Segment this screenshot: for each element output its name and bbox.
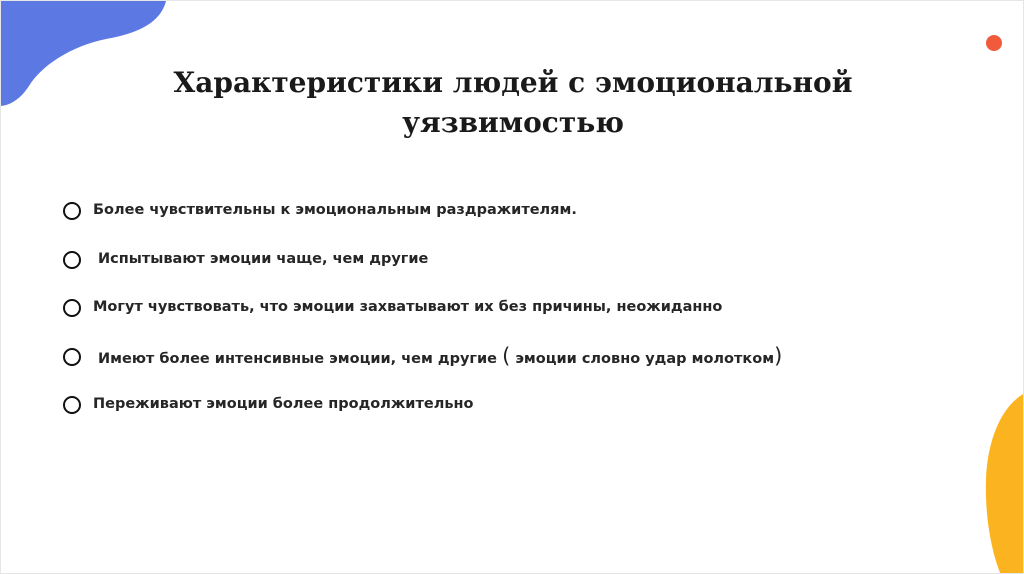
circle-bullet-icon: [63, 396, 81, 414]
orange-dot-icon: [986, 35, 1002, 51]
bullet-text-part: эмоции словно удар молотком: [510, 350, 775, 367]
bullet-text-part: Имеют более интенсивные эмоции, чем другие: [98, 350, 503, 367]
title-line-2: уязвимостью: [402, 106, 624, 139]
bullet-text: Переживают эмоции более продолжительно: [93, 396, 474, 412]
bullet-list: [63, 197, 782, 440]
list-item: [63, 391, 782, 440]
bullet-text: Испытывают эмоции чаще, чем другие: [98, 250, 429, 267]
slide-title: [113, 63, 913, 143]
title-line-1: Характеристики людей с эмоциональной: [173, 66, 853, 99]
circle-bullet-icon: [63, 299, 81, 317]
list-item: [63, 197, 782, 246]
bullet-text: Более чувствительны к эмоциональным раздражителям.: [93, 202, 577, 218]
list-item: [63, 343, 782, 392]
list-item: [63, 294, 782, 343]
close-paren: ): [774, 343, 783, 368]
list-item: [63, 246, 782, 295]
circle-bullet-icon: [63, 251, 81, 269]
bullet-text: [98, 343, 782, 372]
circle-bullet-icon: [63, 348, 81, 366]
yellow-corner-shape: [986, 393, 1024, 574]
bullet-text: Могут чувствовать, что эмоции захватывают их без причины, неожиданно: [93, 299, 723, 315]
open-paren: (: [502, 343, 511, 368]
circle-bullet-icon: [63, 202, 81, 220]
